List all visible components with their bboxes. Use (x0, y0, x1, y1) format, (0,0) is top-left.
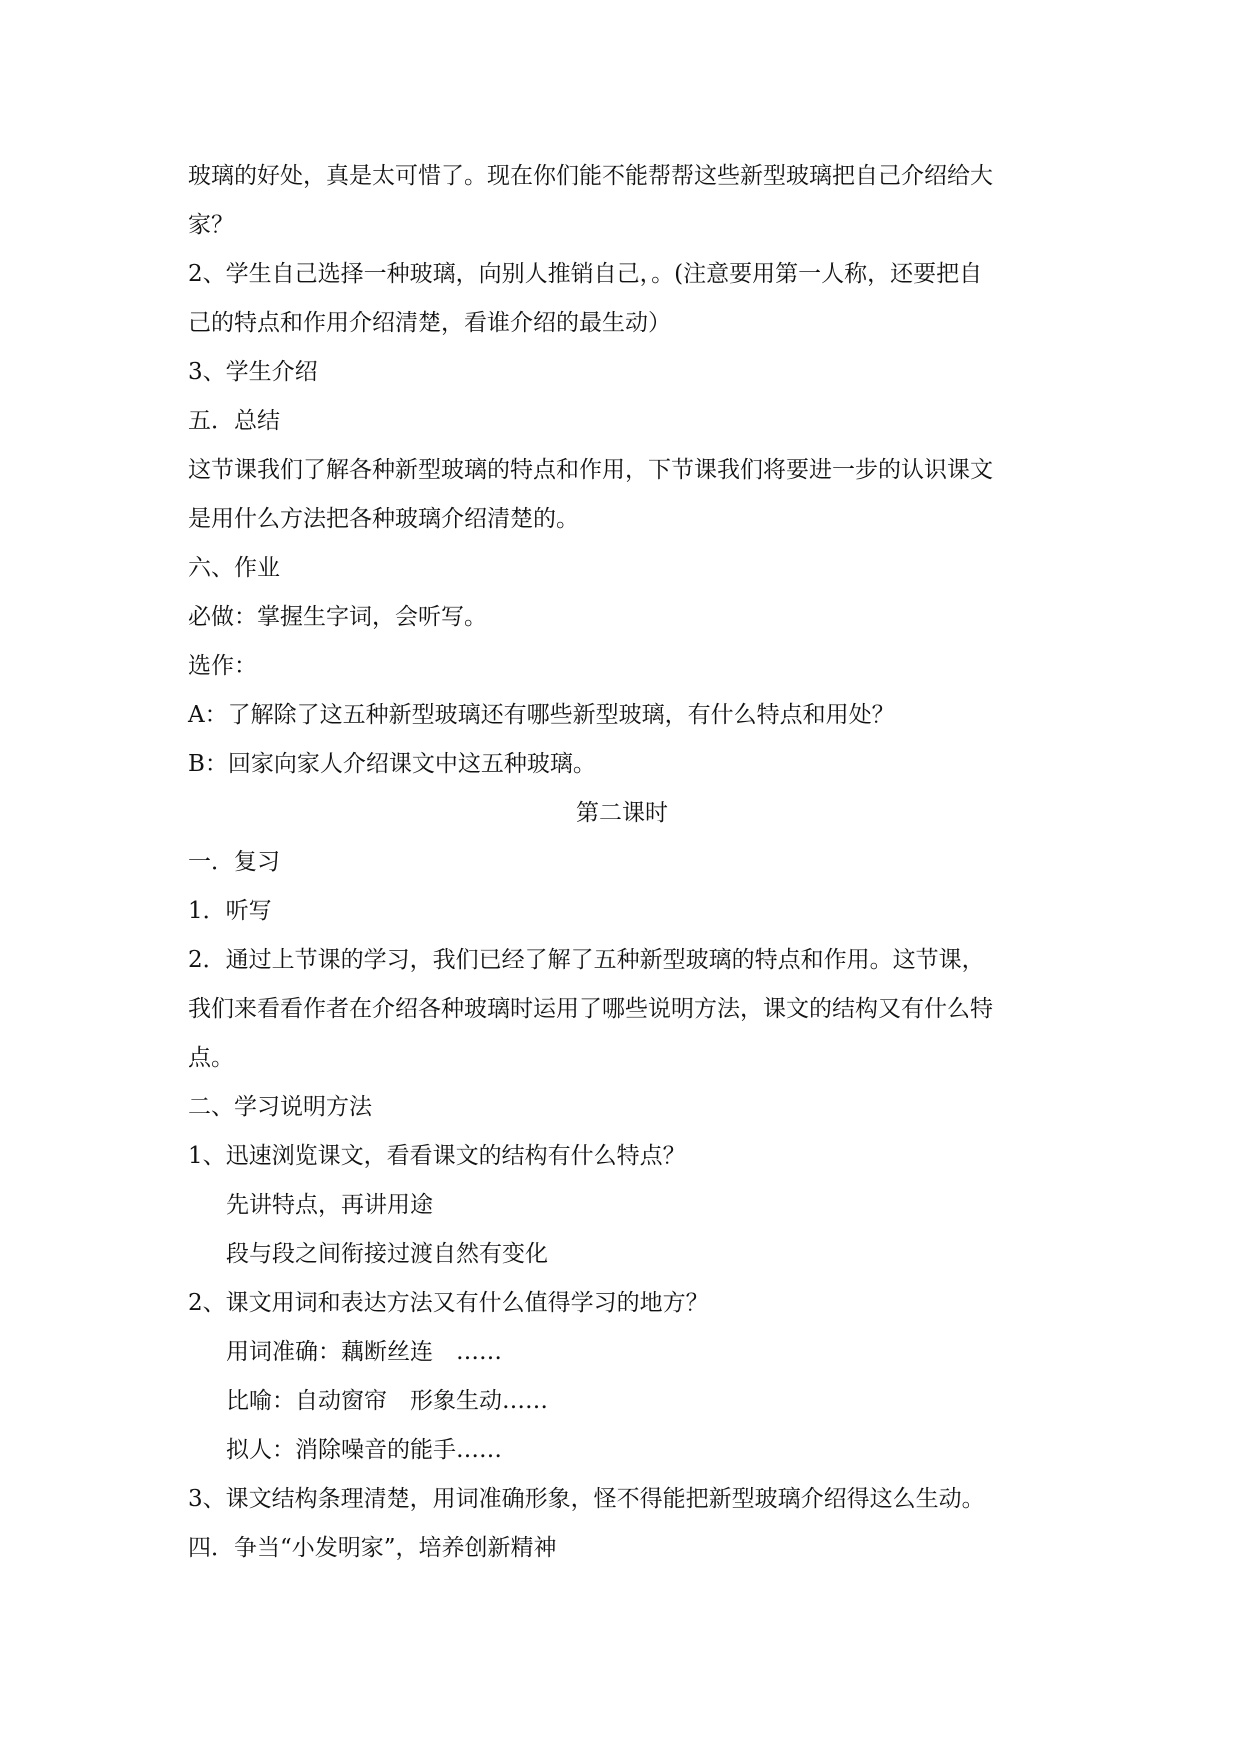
section-heading: 五．总结 (188, 408, 280, 434)
paragraph-line: 点。 (188, 1045, 234, 1071)
paragraph-line: 己的特点和作用介绍清楚，看谁介绍的最生动） (188, 310, 671, 336)
list-item: B：回家向家人介绍课文中这五种玻璃。 (188, 751, 596, 777)
lesson-title: 第二课时 (576, 800, 668, 826)
section-heading: 二、学习说明方法 (188, 1094, 372, 1120)
sub-item: 段与段之间衔接过渡自然有变化 (226, 1241, 548, 1267)
paragraph-line: 是用什么方法把各种玻璃介绍清楚的。 (188, 506, 579, 532)
paragraph-line: 我们来看看作者在介绍各种玻璃时运用了哪些说明方法，课文的结构又有什么特 (188, 996, 993, 1022)
list-item: 1、迅速浏览课文，看看课文的结构有什么特点？ (188, 1143, 686, 1169)
list-item: 3、课文结构条理清楚，用词准确形象，怪不得能把新型玻璃介绍得这么生动。 (188, 1486, 985, 1512)
document-page (188, 152, 1056, 1573)
list-item: 2．通过上节课的学习，我们已经了解了五种新型玻璃的特点和作用。这节课， (188, 947, 985, 973)
list-item: A：了解除了这五种新型玻璃还有哪些新型玻璃，有什么特点和用处？ (188, 702, 895, 728)
sub-item: 比喻：自动窗帘 形象生动…… (226, 1388, 548, 1414)
paragraph-line: 家？ (188, 212, 234, 238)
sub-item: 用词准确：藕断丝连 …… (226, 1339, 502, 1365)
section-heading: 六、作业 (188, 555, 280, 581)
paragraph-line: 玻璃的好处，真是太可惜了。现在你们能不能帮帮这些新型玻璃把自己介绍给大 (188, 163, 993, 189)
list-item: 3、学生介绍 (188, 359, 318, 385)
section-heading: 一．复习 (188, 849, 280, 875)
sub-item: 拟人：消除噪音的能手…… (226, 1437, 502, 1463)
list-item: 2、学生自己选择一种玻璃，向别人推销自己，。(注意要用第一人称，还要把自 (188, 261, 983, 287)
list-item: 1．听写 (188, 898, 272, 924)
list-item: 2、课文用词和表达方法又有什么值得学习的地方？ (188, 1290, 709, 1316)
paragraph-line: 这节课我们了解各种新型玻璃的特点和作用，下节课我们将要进一步的认识课文 (188, 457, 993, 483)
section-heading: 四．争当“小发明家”，培养创新精神 (188, 1535, 557, 1561)
paragraph-line: 选作： (188, 653, 257, 679)
sub-item: 先讲特点，再讲用途 (226, 1192, 433, 1218)
paragraph-line: 必做：掌握生字词，会听写。 (188, 604, 487, 630)
